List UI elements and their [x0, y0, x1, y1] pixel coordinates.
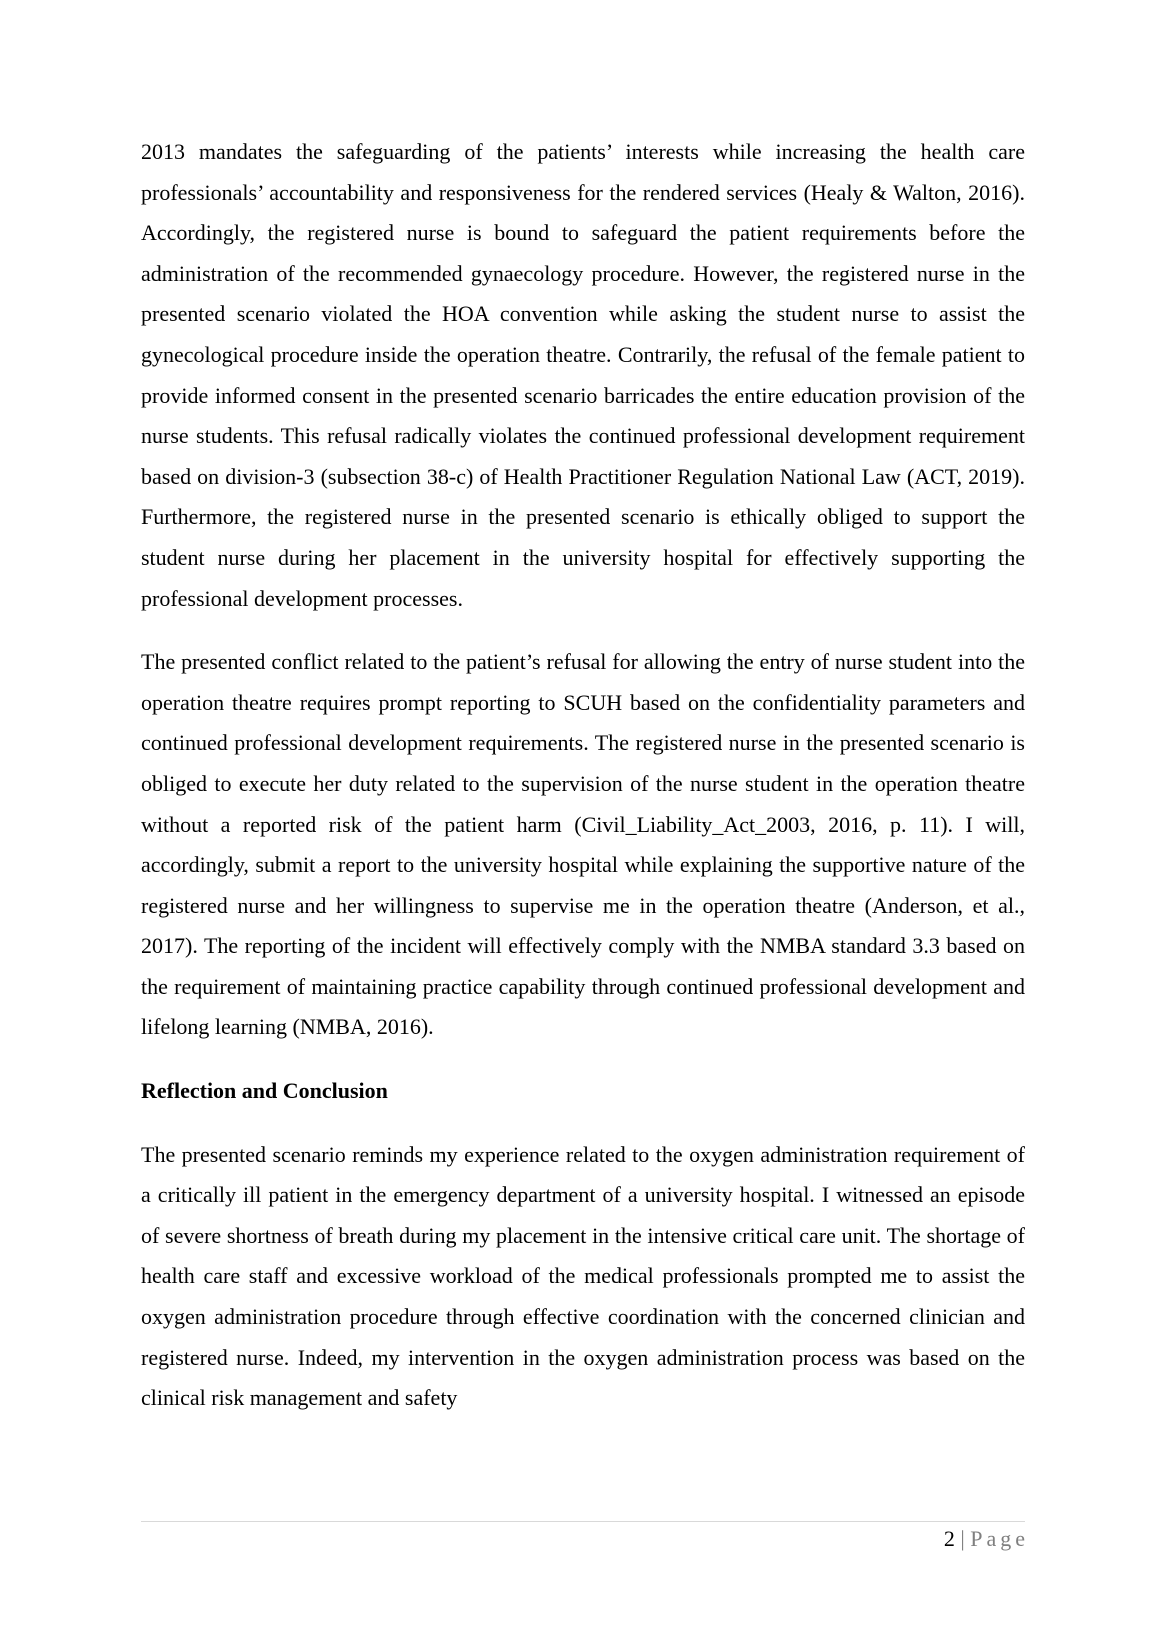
- footer-divider: [141, 1521, 1025, 1522]
- body-paragraph-1: 2013 mandates the safeguarding of the patients’ interests while increasing the health care professionals’ accountability and responsiveness for the rendered services (Healy & Walton, 2016). Accordingly, the registered nurse is bound to safeguard the patient requirements before the administration of the recommended gynaecology procedure. However, the registered nurse in the presented scenario violated the HOA convention while asking the student nurse to assist the gynecological procedure inside the operation theatre. Contrarily, the refusal of the female patient to provide informed consent in the presented scenario barricades the entire education provision of the nurse students. This refusal radically violates the continued professional development requirement based on division-3 (subsection 38-c) of Health Practitioner Regulation National Law (ACT, 2019). Furthermore, the registered nurse in the presented scenario is ethically obliged to support the student nurse during her placement in the university hospital for effectively supporting the professional development processes.: [141, 139, 1025, 611]
- section-heading: Reflection and Conclusion: [141, 1078, 388, 1104]
- body-paragraph-3: The presented scenario reminds my experience related to the oxygen administration requirement of a critically ill patient in the emergency department of a university hospital. I witnessed an episode of severe shortness of breath during my placement in the intensive critical care unit. The shortage of health care staff and excessive workload of the medical professionals prompted me to assist the oxygen administration procedure through effective coordination with the concerned clinician and registered nurse. Indeed, my intervention in the oxygen administration process was based on the clinical risk management and safety: [141, 1141, 1025, 1411]
- page-body: [141, 132, 1025, 1419]
- footer-separator: |: [960, 1526, 965, 1551]
- page-number: 2: [943, 1526, 955, 1551]
- page-label: Page: [970, 1526, 1029, 1551]
- page-footer: [141, 1524, 1029, 1554]
- body-paragraph-2: The presented conflict related to the patient’s refusal for allowing the entry of nurse student into the operation theatre requires prompt reporting to SCUH based on the confidentiality parameters and continued professional development requirements. The registered nurse in the presented scenario is obliged to execute her duty related to the supervision of the nurse student in the operation theatre without a reported risk of the patient harm (Civil_Liability_Act_2003, 2016, p. 11). I will, accordingly, submit a report to the university hospital while explaining the supportive nature of the registered nurse and her willingness to supervise me in the operation theatre (Anderson, et al., 2017). The reporting of the incident will effectively comply with the NMBA standard 3.3 based on the requirement of maintaining practice capability through continued professional development and lifelong learning (NMBA, 2016).: [141, 649, 1025, 1040]
